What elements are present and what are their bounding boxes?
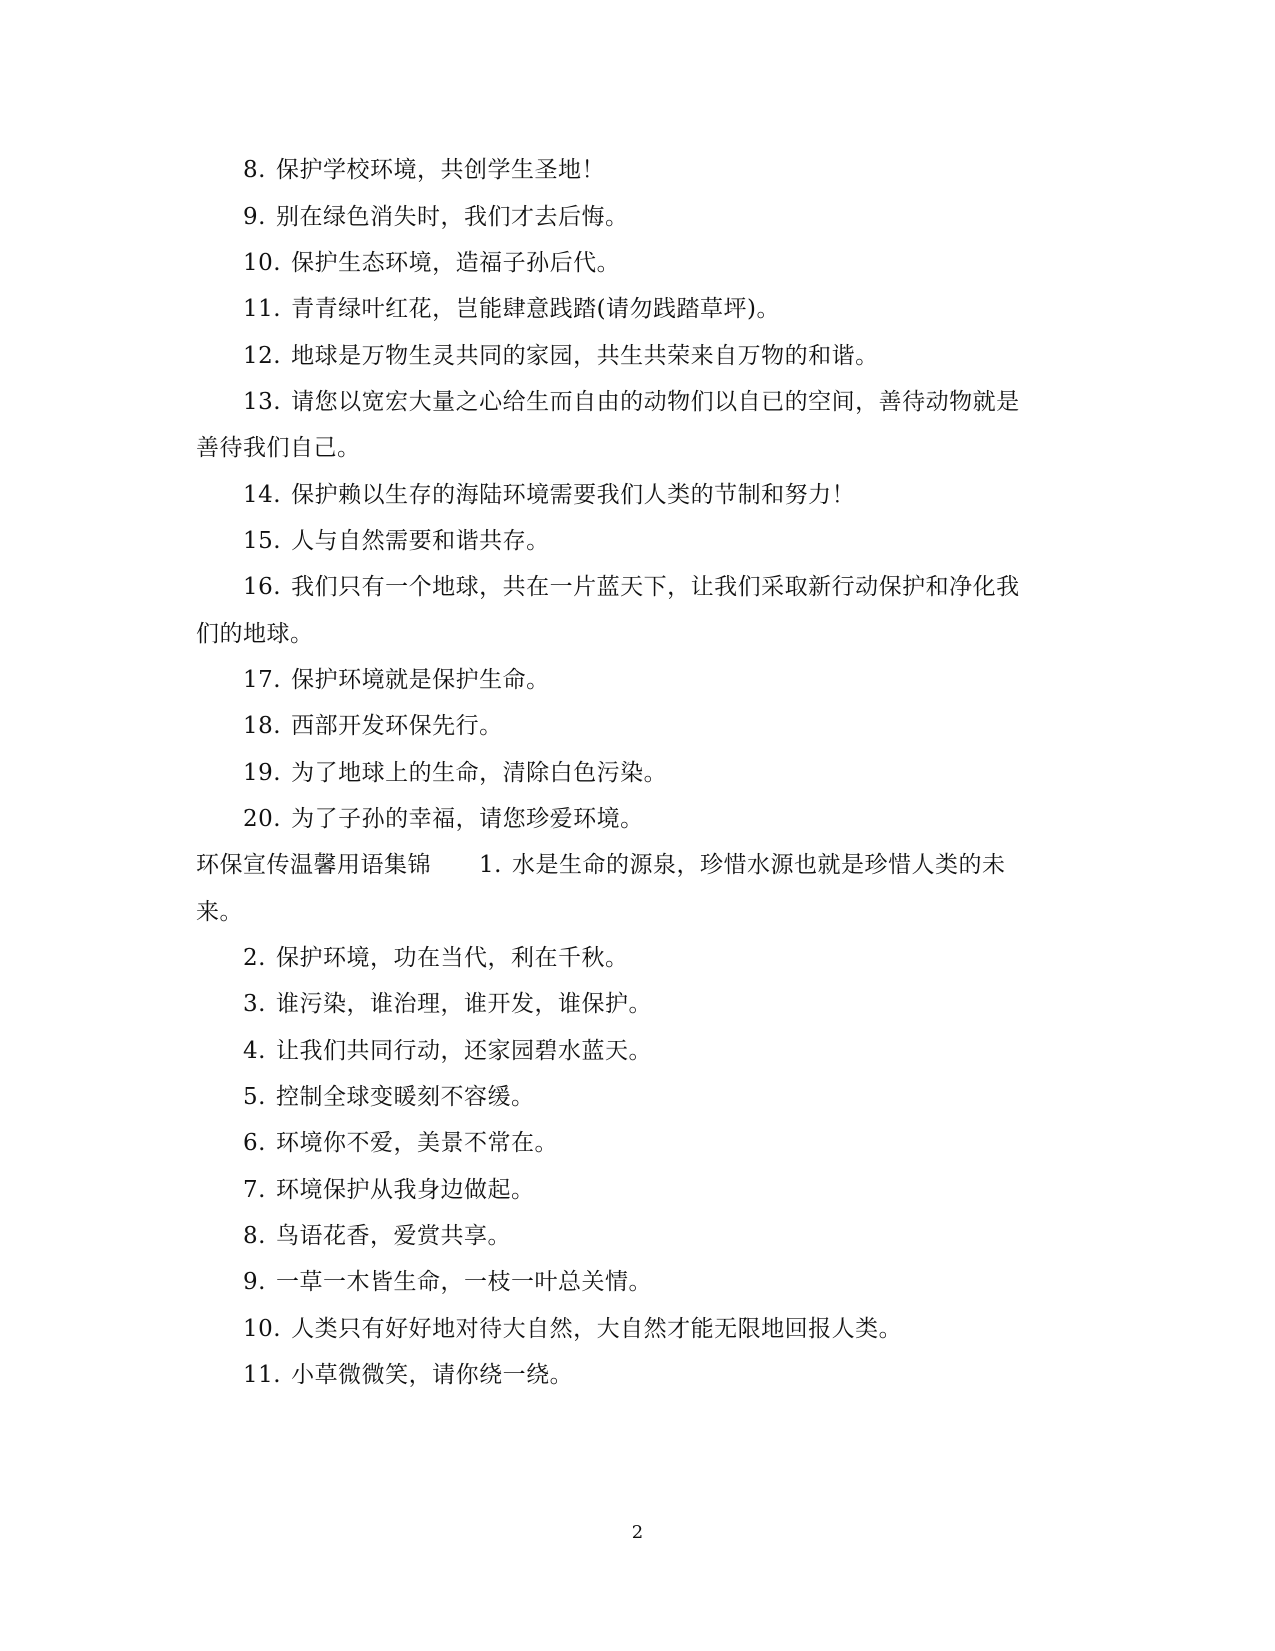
item-number: 5. [243, 1084, 266, 1110]
item-text: 环境保护从我身边做起。 [275, 1177, 535, 1203]
list-item [243, 202, 628, 232]
item-number: 20. [243, 806, 282, 832]
item-text: 人类只有好好地对待大自然，大自然才能无限地回报人类。 [291, 1316, 903, 1342]
list-item [243, 1175, 534, 1205]
section-heading: 环保宣传温馨用语集锦 [196, 852, 431, 878]
item-number: 11. [243, 296, 282, 322]
list-item [243, 1128, 558, 1158]
item-number: 3. [243, 991, 266, 1017]
item-number: 4. [243, 1038, 266, 1064]
item-number: 19. [243, 760, 282, 786]
list-item-continuation: 来。 [196, 899, 243, 925]
item-number: 9. [243, 1269, 266, 1295]
item-number: 8. [243, 1223, 266, 1249]
item-number: 13. [243, 389, 282, 415]
list-item [243, 526, 550, 556]
list-item [243, 1036, 652, 1066]
item-text: 让我们共同行动，还家园碧水蓝天。 [275, 1038, 652, 1064]
list-item [243, 1221, 511, 1251]
item-number: 17. [243, 667, 282, 693]
item-text: 保护环境就是保护生命。 [291, 667, 550, 693]
list-item-continuation: 善待我们自己。 [196, 435, 361, 461]
list-item [243, 1360, 573, 1390]
item-number: 11. [243, 1362, 282, 1388]
item-text: 谁污染，谁治理，谁开发，谁保护。 [275, 991, 652, 1017]
item-text: 保护生态环境，造福子孙后代。 [291, 250, 621, 276]
list-item [243, 711, 503, 741]
item-text: 为了地球上的生命，清除白色污染。 [291, 760, 668, 786]
item-text: 小草微微笑，请你绕一绕。 [291, 1362, 574, 1388]
item-number: 8. [243, 157, 266, 183]
item-text: 青青绿叶红花，岂能肆意践踏(请勿践踏草坪)。 [291, 296, 781, 322]
item-number: 10. [243, 1316, 282, 1342]
item-number: 6. [243, 1130, 266, 1156]
item-number: 16. [243, 574, 282, 600]
list-item [243, 248, 620, 278]
list-item [243, 1267, 652, 1297]
item-text: 环境你不爱，美景不常在。 [275, 1130, 558, 1156]
item-text: 控制全球变暖刻不容缓。 [275, 1084, 535, 1110]
page-number: 2 [631, 1522, 644, 1543]
list-item [243, 1314, 902, 1344]
list-item [243, 989, 652, 1019]
list-item [243, 758, 667, 788]
list-item-continuation: 们的地球。 [196, 621, 314, 647]
item-number: 14. [243, 482, 282, 508]
item-text: 为了子孙的幸福，请您珍爱环境。 [291, 806, 644, 832]
item-text: 地球是万物生灵共同的家园，共生共荣来自万物的和谐。 [291, 343, 879, 369]
item-number: 7. [243, 1177, 266, 1203]
list-item [243, 341, 879, 371]
list-item [243, 943, 628, 973]
item-text: 别在绿色消失时，我们才去后悔。 [275, 204, 629, 230]
item-text: 水是生命的源泉，珍惜水源也就是珍惜人类的未 [511, 852, 1006, 878]
section-heading-line [196, 850, 1005, 880]
item-number: 10. [243, 250, 282, 276]
item-text: 我们只有一个地球，共在一片蓝天下，让我们采取新行动保护和净化我 [291, 574, 1020, 600]
item-text: 一草一木皆生命，一枝一叶总关情。 [275, 1269, 652, 1295]
item-text: 人与自然需要和谐共存。 [291, 528, 550, 554]
item-text: 保护环境，功在当代，利在千秋。 [275, 945, 629, 971]
list-item [243, 804, 644, 834]
item-text: 保护赖以生存的海陆环境需要我们人类的节制和努力！ [291, 482, 856, 508]
list-item [243, 665, 550, 695]
item-text: 保护学校环境，共创学生圣地！ [275, 157, 605, 183]
list-item [243, 294, 780, 324]
list-item [243, 1082, 534, 1112]
item-number: 9. [243, 204, 266, 230]
item-text: 请您以宽宏大量之心给生而自由的动物们以自已的空间，善待动物就是 [291, 389, 1020, 415]
list-item [243, 387, 1020, 417]
item-number: 15. [243, 528, 282, 554]
item-number: 12. [243, 343, 282, 369]
item-number: 2. [243, 945, 266, 971]
list-item [243, 155, 605, 185]
item-number: 1. [479, 852, 502, 878]
item-text: 西部开发环保先行。 [291, 713, 503, 739]
list-item [243, 572, 1020, 602]
list-item [243, 480, 855, 510]
item-text: 鸟语花香，爱赏共享。 [275, 1223, 511, 1249]
item-number: 18. [243, 713, 282, 739]
